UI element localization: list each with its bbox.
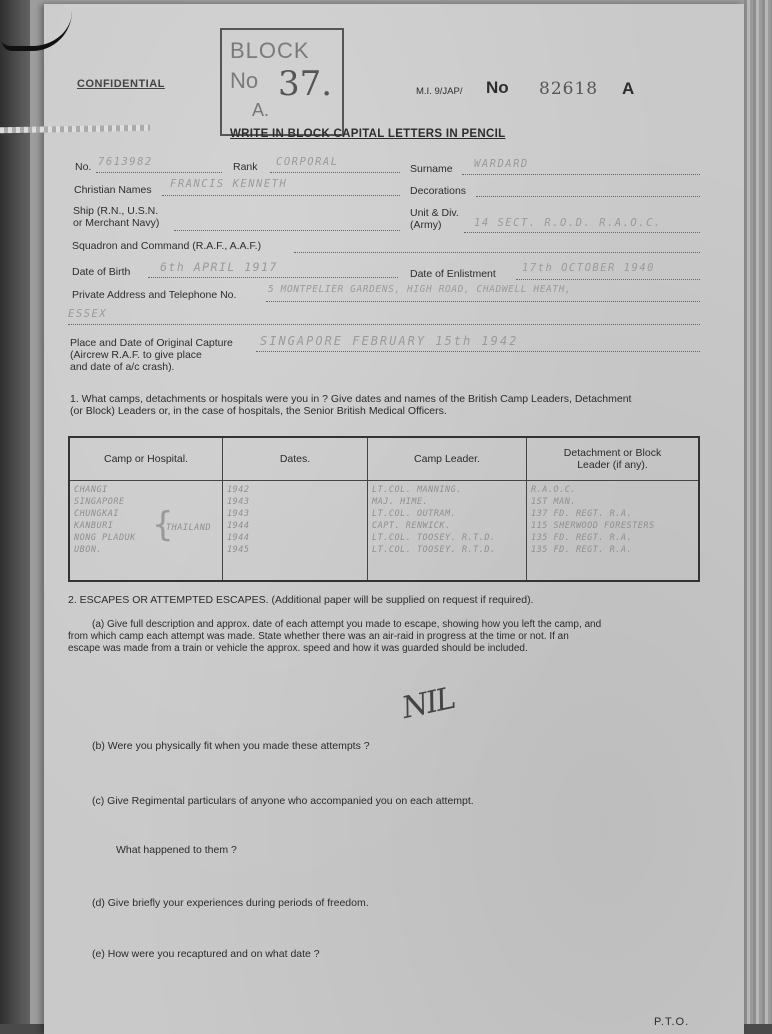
camps-cell [69,481,223,582]
unit-label-line2: (Army) [410,219,442,231]
form-suffix: A [622,79,635,98]
detachment-entry: 135 FD. REGT. R.A. [531,545,633,555]
col-dates: Dates. [223,437,368,481]
classification-label: CONFIDENTIAL [77,78,165,90]
number-label: No [486,78,509,97]
detachment-entry: 1ST MAN. [531,497,576,507]
detachment-entry: 135 FD. REGT. R.A. [531,533,633,543]
capture-label-line1: Place and Date of Original Capture [70,337,233,349]
address-label: Private Address and Telephone No. [72,289,237,301]
dob-label: Date of Birth [72,266,131,278]
section2-heading: 2. ESCAPES OR ATTEMPTED ESCAPES. (Additional paper will be supplied on request if required). [68,594,534,606]
leader-entry: CAPT. RENWICK. [372,521,451,531]
section1-question [70,393,710,417]
rank-value: CORPORAL [276,156,339,168]
question-2a-line2: from which camp each attempt was made. State whether there was an air-raid in progress at the time or not. If an [68,631,569,642]
unit-label [410,207,459,231]
surname-value: WARDARD [474,158,529,170]
capture-value: SINGAPORE FEBRUARY 15th 1942 [260,334,519,348]
camp-entry: NONG PLADUK [74,533,136,543]
leader-entry: LT.COL. TOOSEY. R.T.D. [372,533,496,543]
stamp-no: No [230,68,259,93]
col-leader: Camp Leader. [368,437,527,481]
question-2e: (e) How were you recaptured and on what date ? [92,948,320,960]
leader-entry: MAJ. HIME. [372,497,429,507]
date-entry: 1944 [227,521,250,531]
question-2a [68,619,601,655]
date-entry: 1943 [227,497,250,507]
question-2a-line1: (a) Give full description and approx. date of each attempt you made to escape, showing how you left the camp, and [92,619,602,630]
dob-value: 6th APRIL 1917 [160,260,278,274]
ship-label [73,205,159,229]
stamp-block: BLOCK [230,38,310,63]
capture-label [70,337,233,373]
capture-label-line2: (Aircrew R.A.F. to give place [70,349,202,361]
form-ref: M.I. 9/JAP/ [416,86,463,97]
camps-table [68,436,700,582]
block-stamp [220,28,344,136]
brace-mark: { [152,505,174,545]
address-value-line2: ESSEX [68,308,108,320]
instruction-heading: WRITE IN BLOCK CAPITAL LETTERS IN PENCIL [230,128,506,140]
unit-value: 14 SECT. R.O.D. R.A.O.C. [474,217,662,229]
date-entry: 1943 [227,509,250,519]
ship-label-line1: Ship (R.N., U.S.N. [73,205,159,217]
enlistment-label: Date of Enlistment [410,268,496,280]
stamp-letter: A. [252,100,270,120]
detachment-entry: R.A.O.C. [531,485,576,495]
rank-label: Rank [233,161,258,173]
christian-names-label: Christian Names [74,184,152,196]
leader-entry: LT.COL. OUTRAM. [372,509,457,519]
question-2c: (c) Give Regimental particulars of anyone who accompanied you on each attempt. [92,795,474,807]
leader-entry: LT.COL. MANNING. [372,485,462,495]
date-entry: 1945 [227,545,250,555]
thailand-note: THAILAND [166,523,211,533]
question-2d: (d) Give briefly your experiences during periods of freedom. [92,897,369,909]
no-label: No. [75,161,92,173]
detachments-cell [527,481,700,582]
no-value: 7613982 [98,156,153,168]
surname-label: Surname [410,163,453,175]
section1-line1: 1. What camps, detachments or hospitals were you in ? Give dates and names of the British Camp Leaders, Detachment [70,393,632,405]
question-2a-line3: escape was made from a train or vehicle the approx. speed and how it was guarded should be included. [68,643,528,654]
leaders-cell [368,481,527,582]
leader-entry: LT.COL. TOOSEY. R.T.D. [372,545,496,555]
camp-entry: CHUNGKAI [74,509,119,519]
form-page [44,4,744,1034]
squadron-label: Squadron and Command (R.A.F., A.A.F.) [72,240,262,252]
address-value-line1: 5 MONTPELIER GARDENS, HIGH ROAD, CHADWELL HEATH, [268,284,572,295]
camp-entry: KANBURI [74,521,114,531]
col-detachment: Detachment or Block Leader (if any). [527,437,700,481]
pto-label: P.T.O. [654,1016,690,1028]
section1-line2: (or Block) Leaders or, in the case of hospitals, the Senior British Medical Officers. [70,405,447,417]
question-2b: (b) Were you physically fit when you made these attempts ? [92,740,370,752]
ship-label-line2: or Merchant Navy) [73,217,160,229]
question-2c-sub: What happened to them ? [116,844,237,856]
nil-annotation: NIL [398,680,458,727]
camp-entry: CHANGI [74,485,108,495]
capture-label-line3: and date of a/c crash). [70,361,175,373]
christian-names-value: FRANCIS KENNETH [170,178,288,190]
detachment-entry: 115 SHERWOOD FORESTERS [531,521,655,531]
camp-entry: UBON. [74,545,103,555]
date-entry: 1942 [227,485,250,495]
page-edges [744,0,772,1024]
form-number: 82618 [539,79,599,99]
camp-entry: SINGAPORE [74,497,125,507]
col-camp: Camp or Hospital. [69,437,223,481]
stamp-number: 37. [278,64,333,104]
unit-label-line1: Unit & Div. [410,207,459,219]
detachment-entry: 137 FD. REGT. R.A. [531,509,633,519]
enlistment-value: 17th OCTOBER 1940 [522,262,655,274]
dates-cell [223,481,368,582]
decorations-label: Decorations [410,185,467,197]
date-entry: 1944 [227,533,250,543]
